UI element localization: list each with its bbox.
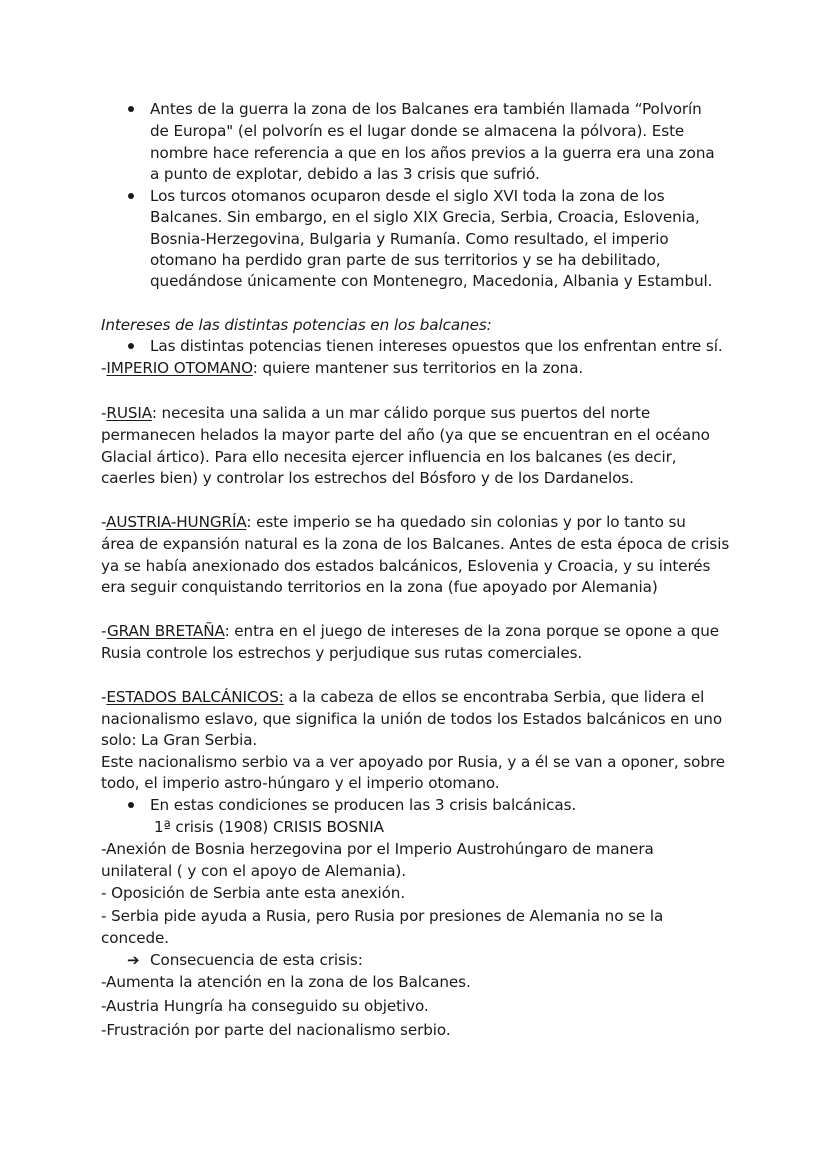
dash: - xyxy=(101,688,107,706)
text-line: era seguir conquistando territorios en la zona (fue apoyado por Alemania) xyxy=(101,578,658,596)
dash: - xyxy=(101,404,107,422)
power-name: AUSTRIA-HUNGRÍA xyxy=(106,513,247,531)
bullet-dot xyxy=(128,802,134,808)
dash: - xyxy=(101,359,107,377)
bullet-dot xyxy=(128,193,134,199)
austria-line xyxy=(101,511,686,533)
text-line: Glacial ártico). Para ello necesita ejercer influencia en los balcanes (es decir, xyxy=(101,448,677,466)
section-heading: Intereses de las distintas potencias en los balcanes: xyxy=(101,316,492,334)
power-name: ESTADOS BALCÁNICOS: xyxy=(106,688,284,706)
text-line: otomano ha perdido gran parte de sus territorios y se ha debilitado, xyxy=(150,251,661,269)
text-line: Balcanes. Sin embargo, en el siglo XIX Grecia, Serbia, Croacia, Eslovenia, xyxy=(150,208,700,226)
text-line: todo, el imperio astro-húngaro y el imperio otomano. xyxy=(101,774,500,792)
text-line: nacionalismo eslavo, que significa la unión de todos los Estados balcánicos en uno xyxy=(101,710,723,728)
text-run: : entra en el juego de intereses de la zona porque se opone a que xyxy=(224,622,720,640)
text-line: -Austria Hungría ha conseguido su objetivo. xyxy=(101,997,429,1015)
text-line: Rusia controle los estrechos y perjudique sus rutas comerciales. xyxy=(101,644,583,662)
text-line: unilateral ( y con el apoyo de Alemania). xyxy=(101,862,406,880)
text-line: ya se había anexionado dos estados balcánicos, Eslovenia y Croacia, y su interés xyxy=(101,557,711,575)
text-line: permanecen helados la mayor parte del año (ya que se encuentran en el océano xyxy=(101,426,710,444)
text-line: Bosnia-Herzegovina, Bulgaria y Rumanía. Como resultado, el imperio xyxy=(150,230,669,248)
bullet-dot xyxy=(128,106,134,112)
text-line: de Europa" (el polvorín es el lugar donde se almacena la pólvora). Este xyxy=(150,122,685,140)
text-line: -Frustración por parte del nacionalismo serbio. xyxy=(101,1021,451,1039)
text-line: Las distintas potencias tienen intereses opuestos que los enfrentan entre sí. xyxy=(150,337,723,355)
otomano-line xyxy=(101,357,583,379)
text-run: : necesita una salida a un mar cálido porque sus puertos del norte xyxy=(151,404,651,422)
text-line: -Aumenta la atención en la zona de los Balcanes. xyxy=(101,973,471,991)
text-line: a punto de explotar, debido a las 3 crisis que sufrió. xyxy=(150,165,540,183)
text-line: nombre hace referencia a que en los años previos a la guerra era una zona xyxy=(150,144,715,162)
text-line: caerles bien) y controlar los estrechos del Bósforo y de los Dardanelos. xyxy=(101,469,634,487)
text-line: Este nacionalismo serbio va a ver apoyado por Rusia, y a él se van a oponer, sobre xyxy=(101,753,725,771)
text-line: - Oposición de Serbia ante esta anexión. xyxy=(101,884,406,902)
text-line: -Anexión de Bosnia herzegovina por el Imperio Austrohúngaro de manera xyxy=(101,840,654,858)
crisis-title: 1ª crisis (1908) CRISIS BOSNIA xyxy=(154,818,384,836)
bretana-line xyxy=(101,620,719,642)
arrow-bullet-icon: ➔ xyxy=(127,951,140,969)
text-line: solo: La Gran Serbia. xyxy=(101,731,258,749)
text-line: concede. xyxy=(101,929,169,947)
text-line: Los turcos otomanos ocuparon desde el siglo XVI toda la zona de los xyxy=(150,187,665,205)
dash: - xyxy=(101,513,107,531)
text-line: - Serbia pide ayuda a Rusia, pero Rusia por presiones de Alemania no se la xyxy=(101,907,664,925)
power-name: IMPERIO OTOMANO xyxy=(106,359,253,377)
text-line: quedándose únicamente con Montenegro, Macedonia, Albania y Estambul. xyxy=(150,272,713,290)
text-line: En estas condiciones se producen las 3 crisis balcánicas. xyxy=(150,796,577,814)
text-line: Consecuencia de esta crisis: xyxy=(150,951,363,969)
text-line: Antes de la guerra la zona de los Balcanes era también llamada “Polvorín xyxy=(150,100,702,118)
text-line: área de expansión natural es la zona de los Balcanes. Antes de esta época de crisis xyxy=(101,535,730,553)
power-name: RUSIA xyxy=(106,404,152,422)
text-run: a la cabeza de ellos se encontraba Serbia, que lidera el xyxy=(283,688,705,706)
bullet-dot xyxy=(128,343,134,349)
power-name: GRAN BRETAÑA xyxy=(106,622,225,640)
text-run: : este imperio se ha quedado sin colonias y por lo tanto su xyxy=(246,513,686,531)
estados-line xyxy=(101,686,704,708)
text-run: : quiere mantener sus territorios en la zona. xyxy=(252,359,584,377)
rusia-line xyxy=(101,402,650,424)
dash: - xyxy=(101,622,107,640)
